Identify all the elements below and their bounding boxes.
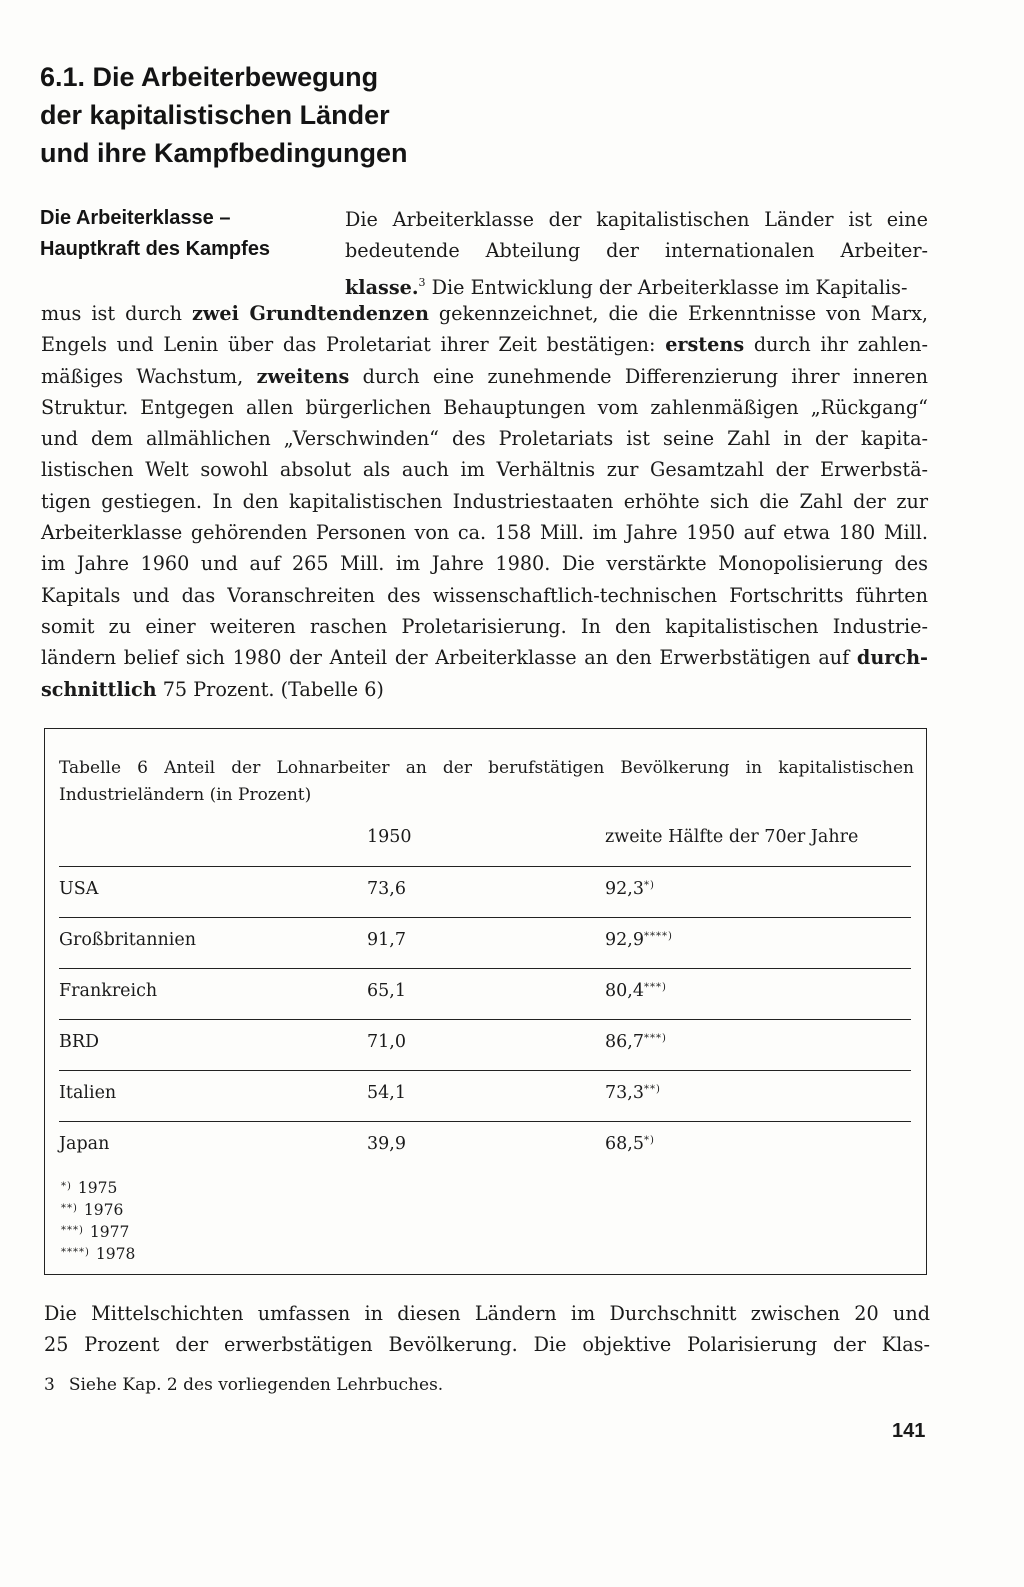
- text-line: bedeutende Abteilung der internationalen Arbeiter-: [345, 239, 928, 263]
- value-1950-cell: 71,0: [367, 1032, 406, 1052]
- footnote-marker: *): [61, 1181, 72, 1192]
- footnote-marker: ****): [643, 931, 673, 942]
- text-line: Die Mittelschichten umfassen in diesen Ländern im Durchschnitt zwischen 20 und: [44, 1302, 930, 1325]
- emphasis: erstens: [665, 333, 745, 357]
- footnote-marker: *): [643, 880, 655, 891]
- footnote-marker: **): [61, 1203, 78, 1214]
- text-segment: mäßiges Wachstum,: [41, 364, 257, 388]
- text-segment: Engels und Lenin über das Proletariat ihrer Zeit bestätigen:: [41, 333, 666, 357]
- page-footnote: [44, 1375, 443, 1395]
- emphasis: zwei Grundtendenzen: [191, 302, 429, 325]
- value-70s: 73,3: [605, 1083, 644, 1103]
- text-segment: mus ist durch: [41, 302, 192, 325]
- column-header-70s: zweite Hälfte der 70er Jahre: [605, 827, 859, 847]
- country-cell: BRD: [59, 1032, 100, 1052]
- caption-line: Industrieländern (in Prozent): [59, 785, 312, 805]
- value-1950-cell: 91,7: [367, 930, 406, 950]
- table-rule: [59, 1121, 911, 1122]
- text-line: [41, 329, 928, 360]
- country-cell: Frankreich: [59, 981, 158, 1001]
- value-70s: 80,4: [605, 981, 644, 1001]
- footnote-year: 1975: [77, 1179, 118, 1197]
- text-line: 25 Prozent der erwerbstätigen Bevölkerung. Die objektive Polarisierung der Klas-: [44, 1333, 930, 1357]
- emphasis: zweitens: [256, 364, 350, 388]
- value-1950-cell: 73,6: [367, 879, 406, 899]
- text-line: [41, 361, 928, 392]
- value-70s-cell: [605, 1083, 661, 1103]
- text-segment: ländern belief sich 1980 der Anteil der Arbeiterklasse an den Erwerbstätigen auf: [41, 646, 857, 670]
- section-heading: [40, 58, 560, 172]
- marginal-title-line: Die Arbeiterklasse –: [40, 207, 231, 229]
- footnote-marker: **): [643, 1084, 661, 1095]
- footnote-year: 1977: [89, 1223, 130, 1241]
- footnote-year: 1978: [95, 1245, 136, 1263]
- table-rule: [59, 1070, 911, 1071]
- footnote-marker: ***): [643, 982, 667, 993]
- country-cell: Italien: [59, 1083, 117, 1103]
- value-70s-cell: [605, 1032, 667, 1052]
- text-line: [41, 298, 928, 329]
- table-rule: [59, 917, 911, 918]
- heading-line: der kapitalistischen Länder: [40, 100, 390, 130]
- text-line: [41, 674, 928, 705]
- value-70s-cell: [605, 981, 667, 1001]
- text-line: [41, 642, 928, 673]
- table-rule: [59, 866, 911, 867]
- text-line: listischen Welt sowohl absolut als auch im Verhältnis zur Gesamtzahl der Erwerbstä-: [41, 458, 928, 482]
- column-header-1950: 1950: [367, 827, 412, 847]
- text-line: Struktur. Entgegen allen bürgerlichen Behauptungen vom zahlenmäßigen „Rückgang“: [41, 395, 928, 419]
- heading-line: 6.1. Die Arbeiterbewegung: [40, 62, 379, 92]
- marginal-title: [40, 203, 330, 265]
- text-segment: durch ihr zahlen-: [744, 333, 928, 357]
- table-footnote: [61, 1245, 135, 1263]
- footnote-text: Siehe Kap. 2 des vorliegenden Lehrbuches.: [68, 1375, 444, 1395]
- text-segment: gekennzeichnet, die die Erkenntnisse von Marx,: [428, 302, 928, 325]
- table-footnote: [61, 1223, 129, 1241]
- value-70s-cell: [605, 879, 655, 899]
- text-line: Die Arbeiterklasse der kapitalistischen Länder ist eine: [345, 208, 928, 231]
- footnote-marker: *): [643, 1135, 655, 1146]
- text-segment: durch eine zunehmende Differenzierung ihrer inneren: [349, 364, 928, 388]
- footnote-number: 3: [44, 1375, 55, 1395]
- value-70s: 86,7: [605, 1032, 644, 1052]
- table-footnote: [61, 1201, 123, 1219]
- text-segment: 75 Prozent. (Tabelle 6): [156, 677, 384, 701]
- table-caption: [59, 755, 914, 809]
- value-70s: 92,9: [605, 930, 644, 950]
- text-line: Kapitals und das Voranschreiten des wissenschaftlich-technischen Fortschritts führten: [41, 583, 928, 607]
- main-paragraph: [41, 298, 928, 705]
- text-line: und dem allmählichen „Verschwinden“ des Proletariats ist seine Zahl in der kapita-: [41, 427, 928, 451]
- value-70s: 68,5: [605, 1134, 644, 1154]
- following-paragraph: [44, 1298, 930, 1361]
- footnote-year: 1976: [83, 1201, 124, 1219]
- emphasis: klasse.: [345, 275, 419, 299]
- country-cell: Großbritannien: [59, 930, 196, 950]
- text-line: Arbeiterklasse gehörenden Personen von ca. 158 Mill. im Jahre 1950 auf etwa 180 Mill.: [41, 521, 928, 545]
- emphasis: schnittlich: [41, 677, 157, 701]
- text-segment: Die Entwicklung der Arbeiterklasse im Kapitalis-: [425, 275, 908, 299]
- value-70s: 92,3: [605, 879, 644, 899]
- page-number: 141: [892, 1420, 926, 1442]
- country-cell: USA: [59, 879, 99, 899]
- value-1950-cell: 54,1: [367, 1083, 406, 1103]
- value-1950-cell: 39,9: [367, 1134, 406, 1154]
- footnote-marker: ***): [643, 1033, 667, 1044]
- table-rule: [59, 968, 911, 969]
- footnote-marker: ***): [61, 1225, 84, 1236]
- table-rule: [59, 1019, 911, 1020]
- country-cell: Japan: [59, 1134, 110, 1154]
- footnote-reference: 3: [418, 275, 426, 289]
- text-line: somit zu einer weiteren raschen Proletarisierung. In den kapitalistischen Industrie-: [41, 614, 928, 638]
- caption-line: Tabelle 6 Anteil der Lohnarbeiter an der berufstätigen Bevölkerung in kapitalistischen: [59, 758, 914, 778]
- text-line: tigen gestiegen. In den kapitalistischen Industriestaaten erhöhte sich die Zahl der zur: [41, 489, 928, 513]
- heading-line: und ihre Kampfbedingungen: [40, 138, 408, 168]
- text-line: im Jahre 1960 und auf 265 Mill. im Jahre 1980. Die verstärkte Monopolisierung des: [41, 552, 928, 576]
- table-6: [44, 728, 927, 1275]
- footnote-marker: ****): [61, 1247, 90, 1258]
- value-1950-cell: 65,1: [367, 981, 406, 1001]
- marginal-title-line: Hauptkraft des Kampfes: [40, 238, 271, 260]
- emphasis: durch-: [856, 646, 928, 670]
- value-70s-cell: [605, 930, 673, 950]
- lead-paragraph: [345, 204, 928, 303]
- table-footnote: [61, 1179, 117, 1197]
- value-70s-cell: [605, 1134, 655, 1154]
